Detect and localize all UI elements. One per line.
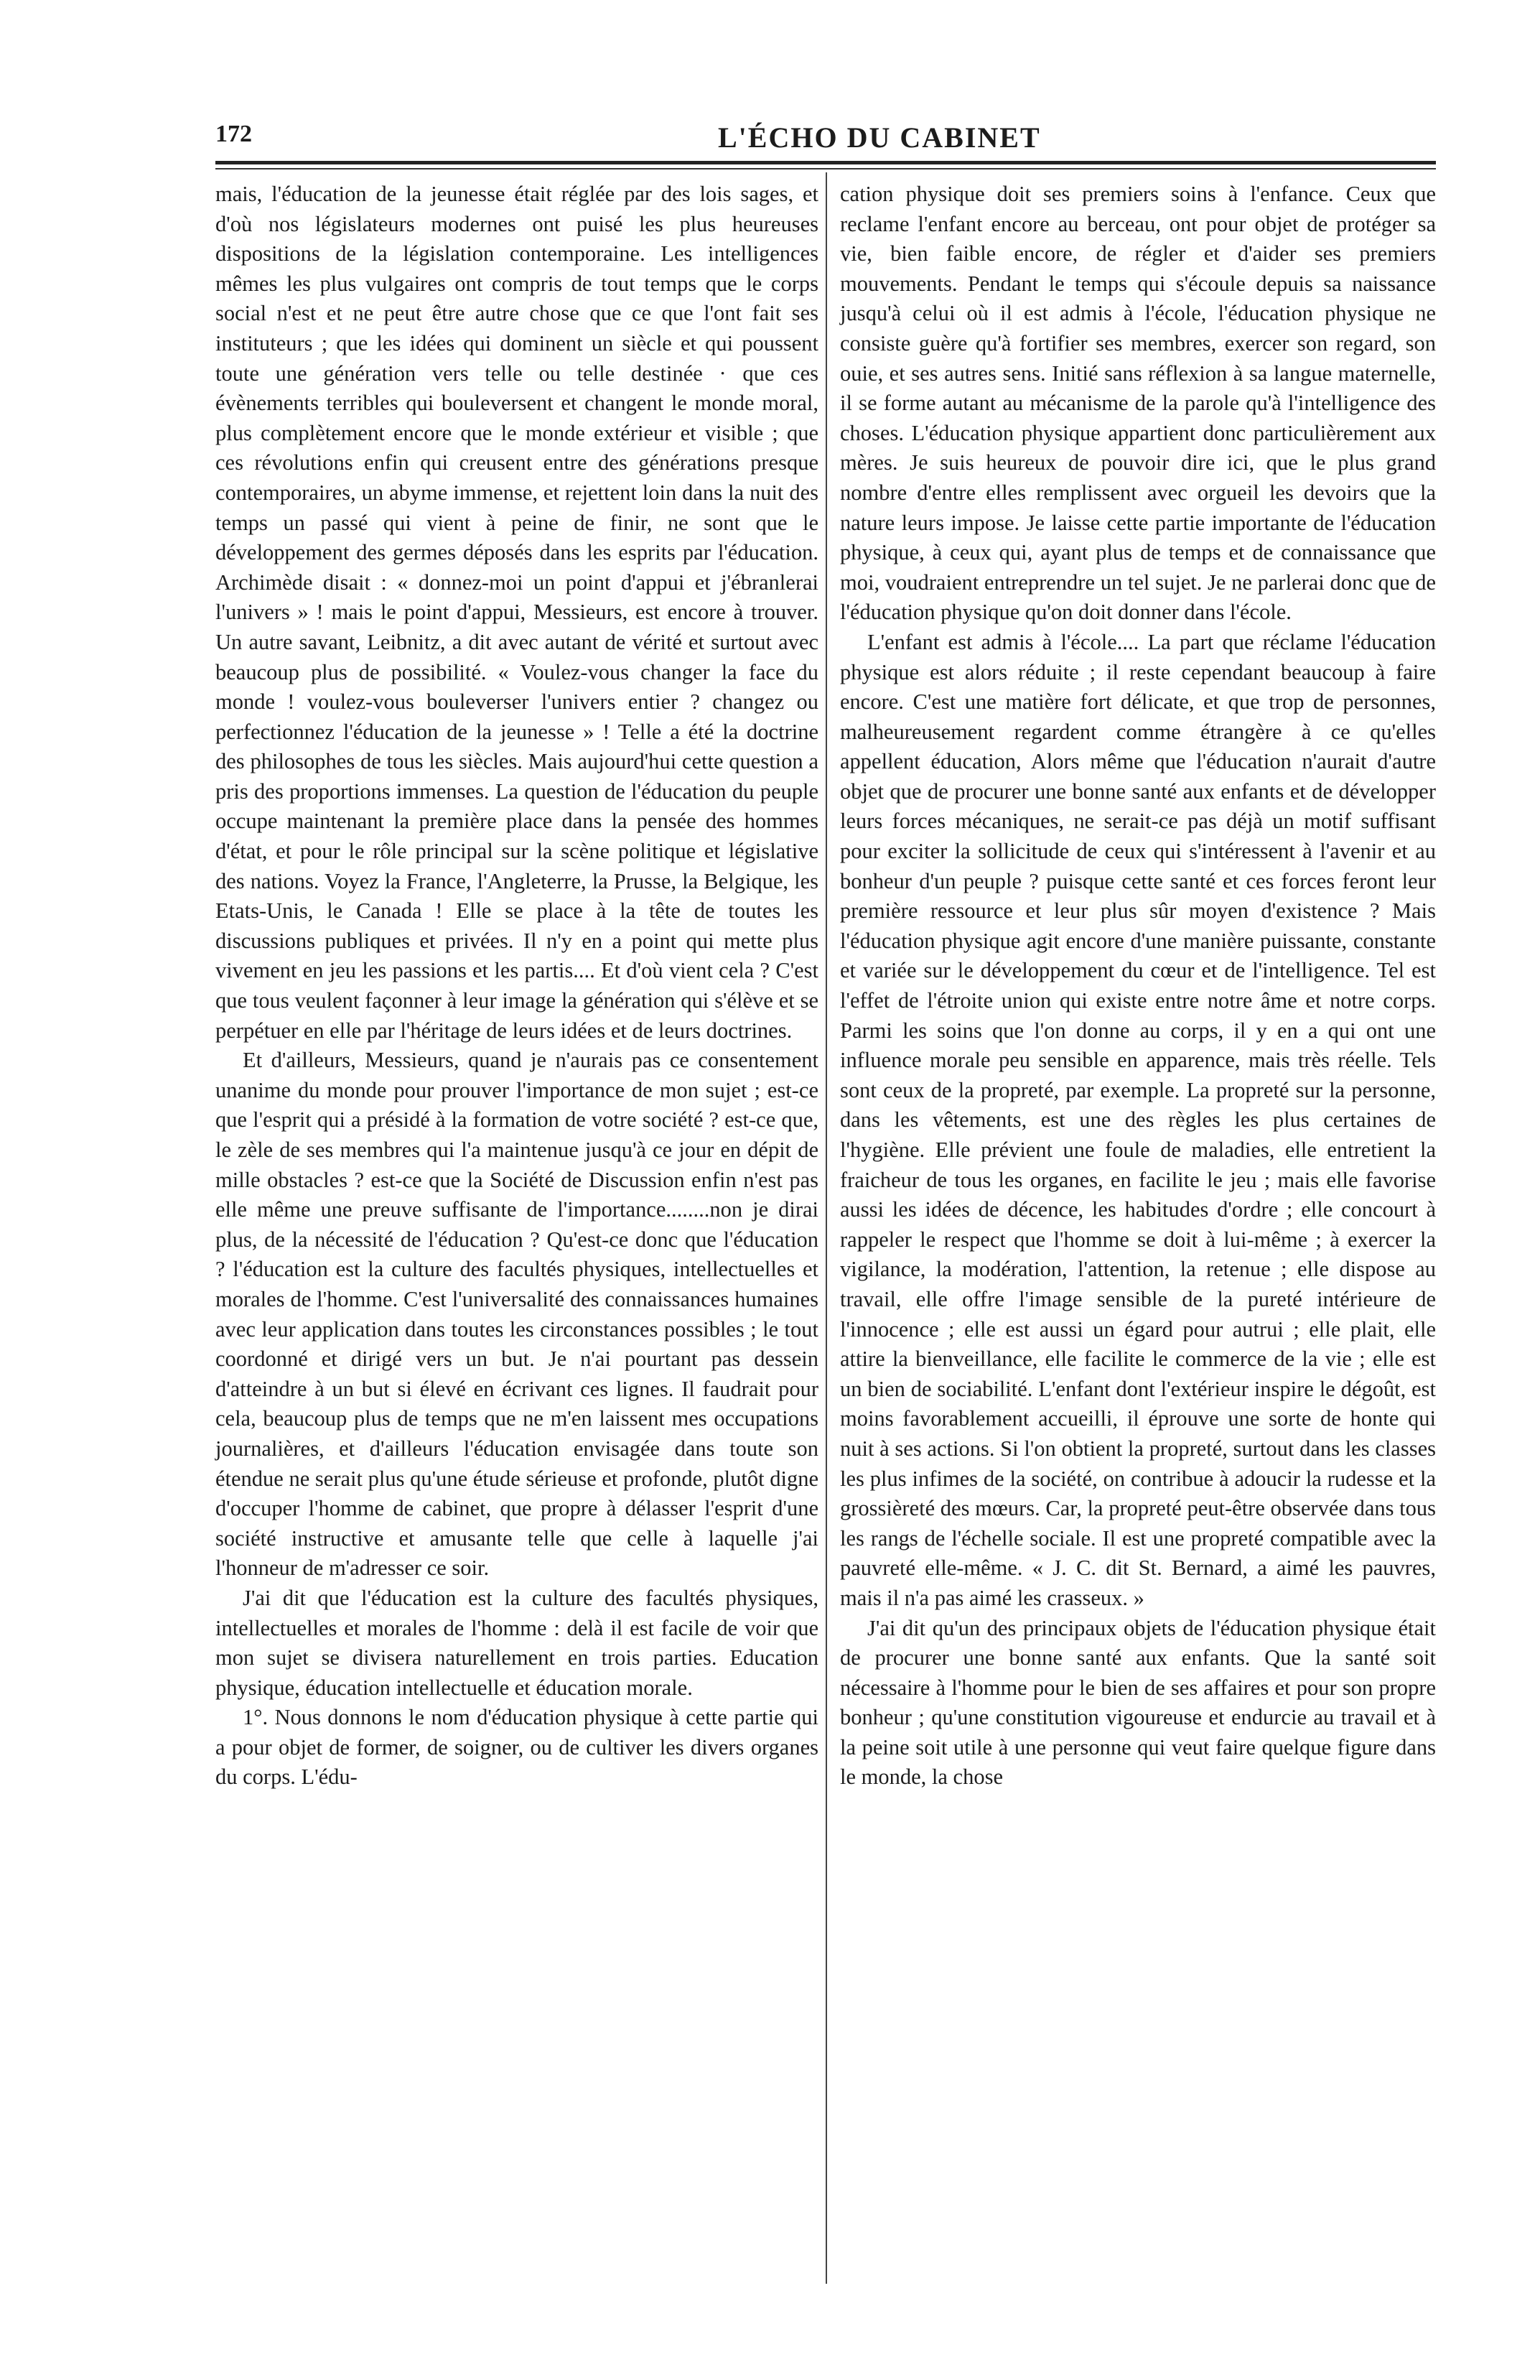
header-rule-thick xyxy=(215,161,1436,164)
paragraph: 1°. Nous donnons le nom d'éducation physique à cette partie qui a pour objet de former, de soigner, ou de cultiver les divers organes du corps. L'édu- xyxy=(215,1705,818,1790)
paragraph: J'ai dit qu'un des principaux objets de l'éducation physique était de procurer une bonne santé aux enfants. Que la santé soit nécessaire à l'homme pour le bien de ses affaires et pour son propre bonheur ; qu'une constitution vigoureuse et endurcie au travail et à la peine soit utile à une personne qui veut faire quelque figure dans le monde, la chose xyxy=(840,1615,1436,1790)
paragraph: cation physique doit ses premiers soins à l'enfance. Ceux que reclame l'enfant encore au berceau, ont pour objet de protéger sa vie, bien faible encore, de régler et d'aider ses premiers mouvements. Pendant le temps qui s'écoule depuis sa naissance jusqu'à celui où il est admis à l'école, l'éducation physique ne consiste guère qu'à fortifier ses membres, exercer son regard, son ouie, et ses autres sens. Initié sans réflexion à sa langue maternelle, il se forme autant au mécanisme de la parole qu'à l'intelligence des choses. L'éducation physique appartient donc particulièrement aux mères. Je suis heureux de pouvoir dire ici, que le plus grand nombre d'entre elles remplissent avec orgueil les devoirs que la nature leurs impose. Je laisse cette partie importante de l'éducation physique, à ceux qui, ayant plus de temps et de connaissance que moi, voudraient entreprendre un tel sujet. Je ne parlerai donc que de l'éducation physique qu'on doit donner dans l'école. xyxy=(840,182,1436,625)
paragraph: J'ai dit que l'éducation est la culture des facultés physiques, intellectuelles et morales de l'homme : delà il est facile de voir que mon sujet se divisera naturellement en trois parties. Education physique, éducation intellectuelle et éducation morale. xyxy=(215,1585,818,1700)
right-column xyxy=(840,180,1436,1793)
paragraph: Et d'ailleurs, Messieurs, quand je n'aurais pas ce consentement unanime du monde pour prouver l'importance de mon sujet ; est-ce que l'esprit qui a présidé à la formation de votre société ? est-ce que, le zèle de ses membres qui l'a maintenue jusqu'à ce jour en dépit de mille obstacles ? est-ce que la Société de Discussion enfin n'est pas elle même une preuve suffisante de l'importance........non je dirai plus, de la nécessité de l'éducation ? Qu'est-ce donc que l'éducation ? l'éducation est la culture des facultés physiques, intellectuelles et morales de l'homme. C'est l'universalité des connaissances humaines avec leur application dans toutes les circonstances possibles ; le tout coordonné et dirigé vers un but. Je n'ai pourtant pas dessein d'atteindre à un but si élevé en écrivant ces lignes. Il faudrait pour cela, beaucoup plus de temps que ne m'en laissent mes occupations journalières, et d'ailleurs l'éducation envisagée dans toute son étendue ne serait plus qu'une étude sérieuse et profonde, plutôt digne d'occuper l'homme de cabinet, que propre à délasser l'esprit d'une société instructive et amusante telle que celle à laquelle j'ai l'honneur de m'adresser ce soir. xyxy=(215,1048,818,1581)
page-header xyxy=(215,121,1436,158)
column-divider xyxy=(826,172,827,2284)
paragraph: L'enfant est admis à l'école.... La part que réclame l'éducation physique est alors réduite ; il reste cependant beaucoup à faire encore. C'est une matière fort délicate, et que trop de personnes, malheureusement regardent comme étrangère à ce qu'elles appellent éducation, Alors même que l'éducation n'aurait d'autre objet que de procurer une bonne santé aux enfants et de développer leurs forces mécaniques, ne serait-ce pas déjà un motif suffisant pour exciter la sollicitude de ceux qui s'intéressent à l'avenir et au bonheur d'un peuple ? puisque cette santé et ces forces feront leur première ressource et leur plus sûr moyen d'existence ? Mais l'éducation physique agit encore d'une manière puissante, constante et variée sur le développement du cœur et de l'intelligence. Tel est l'effet de l'étroite union qui existe entre notre âme et notre corps. Parmi les soins que l'on donne au corps, il y en a qui ont une influence morale peu sensible en apparence, mais très réelle. Tels sont ceux de la propreté, par exemple. La propreté sur la personne, dans les vêtements, est une des règles les plus certaines de l'hygiène. Elle prévient une foule de maladies, elle entretient la fraicheur de tous les organes, en facilite le jeu ; mais elle favorise aussi les idées de décence, les habitudes d'ordre ; elle concourt à rappeler le respect que l'homme se doit à lui-même ; à exercer la vigilance, la modération, l'attention, la retenue ; elle dispose au travail, elle offre l'image sensible de la pureté intérieure de l'innocence ; elle est aussi un égard pour autrui ; elle plait, elle attire la bienveillance, elle facilite le commerce de la vie ; elle est un bien de sociabilité. L'enfant dont l'extérieur inspire le dégoût, est moins favorablement accueilli, il éprouve une sorte de honte qui nuit à ses actions. Si l'on obtient la propreté, surtout dans les classes les plus infimes de la société, on contribue à adoucir la rudesse et la grossièreté des mœurs. Car, la propreté peut-être observée dans tous les rangs de l'échelle sociale. Il est une propreté compatible avec la pauvreté elle-même. « J. C. dit St. Bernard, a aimé les pauvres, mais il n'a pas aimé les crasseux. » xyxy=(840,629,1436,1610)
left-column xyxy=(215,180,818,1793)
page-number: 172 xyxy=(215,121,252,147)
header-rule-thin xyxy=(215,168,1436,169)
paragraph: mais, l'éducation de la jeunesse était réglée par des lois sages, et d'où nos législateurs modernes ont puisé les plus heureuses dispositions de la législation contemporaine. Les intelligences mêmes les plus vulgaires ont compris de tout temps que le corps social n'est et ne peut être autre chose que ce que l'ont fait ses instituteurs ; que les idées qui dominent un siècle et qui poussent toute une génération vers telle ou telle destinée · que ces évènements terribles qui bouleversent et changent le monde moral, plus complètement encore que le monde extérieur et visible ; que ces révolutions enfin qui creusent entre des générations presque contemporaires, un abyme immense, et rejettent loin dans la nuit des temps un passé qui vient à peine de finir, ne sont que le développement des germes déposés dans les esprits par l'éducation. Archimède disait : « donnez-moi un point d'appui et j'ébranlerai l'univers » ! mais le point d'appui, Messieurs, est encore à trouver. Un autre savant, Leibnitz, a dit avec autant de vérité et surtout avec beaucoup plus de possibilité. « Voulez-vous changer la face du monde ! voulez-vous bouleverser l'univers entier ? changez ou perfectionnez l'éducation de la jeunesse » ! Telle a été la doctrine des philosophes de tous les siècles. Mais aujourd'hui cette question a pris des proportions immenses. La question de l'éducation du peuple occupe maintenant la première place dans la pensée des hommes d'état, et pour le rôle principal sur la scène politique et législative des nations. Voyez la France, l'Angleterre, la Prusse, la Belgique, les Etats-Unis, le Canada ! Elle se place à la tête de toutes les discussions publiques et privées. Il n'y en a point qui mette plus vivement en jeu les passions et les partis.... Et d'où vient cela ? C'est que tous veulent façonner à leur image la génération qui s'élève et se perpétuer en elle par l'héritage de leurs idées et de leurs doctrines. xyxy=(215,182,818,1043)
running-title: L'ÉCHO DU CABINET xyxy=(718,121,1041,154)
